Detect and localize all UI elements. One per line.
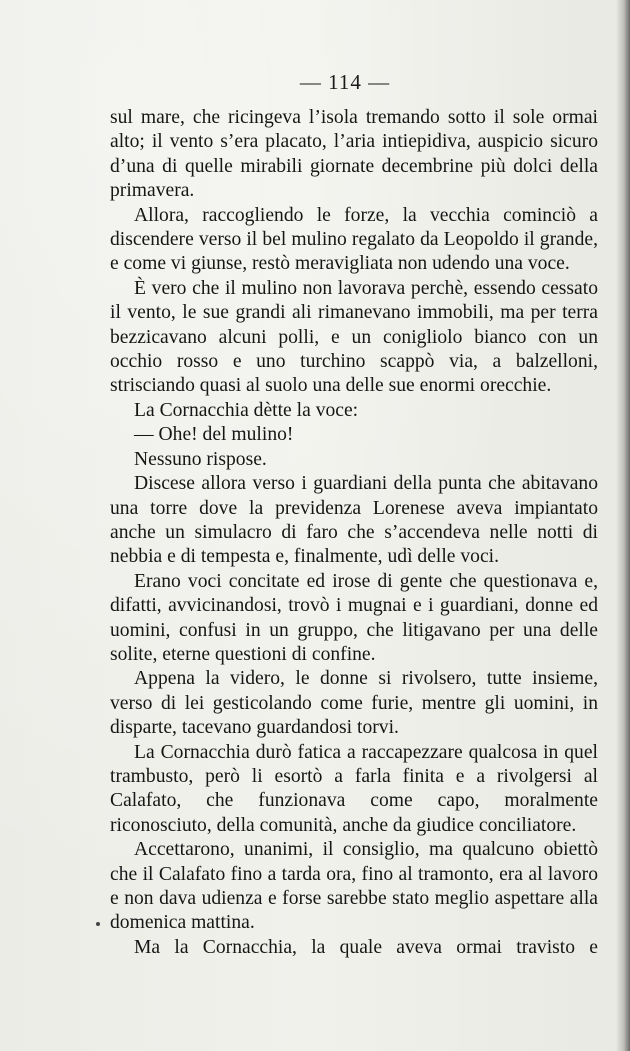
paragraph-8: Erano voci concitate ed irose di gente che questionava e, difatti, avvicinandosi, trovò i mugnai e i guardiani, donne ed uomini, confusi in un gruppo, che litigavano per una delle solite, eterne questioni di confine. [110, 570, 598, 665]
paragraph-10: La Cornacchia durò fatica a raccapezzare qualcosa in quel trambusto, però li esortò a farla finita e a rivolgersi al Calafato, che funzionava come capo, moralmente riconosciuto, della comunità, anche da giudice conciliatore. [110, 741, 598, 836]
paragraph-4: La Cornacchia dètte la voce: [134, 399, 359, 421]
page-edge-shadow [616, 0, 630, 1051]
ink-speck [96, 922, 100, 926]
paragraph-3: È vero che il mulino non lavorava perchè, essendo cessato il vento, le sue grandi ali rimanevano immobili, ma per terra bezzicavano alcuni polli, e un conigliolo bianco con un occhio rosso e uno turchino scappò via, a balzelloni, strisciando quasi al suolo una delle sue enormi orecchie. [110, 277, 598, 397]
page-number: — 114 — [299, 70, 391, 94]
paragraph-5: — Ohe! del mulino! [134, 424, 294, 446]
paragraph-2: Allora, raccogliendo le forze, la vecchia cominciò a discendere verso il bel mulino regalato da Leopoldo il grande, e come vi giunse, restò meravigliata non udendo una voce. [110, 204, 598, 275]
paragraph-12: Ma la Cornacchia, la quale aveva ormai travisto e [134, 936, 598, 958]
paragraph-1: sul mare, che ricingeva l’isola tremando sotto il sole ormai alto; il vento s’era placato, l’aria intiepidiva, auspicio sicuro d’una di quelle mirabili giornate decembrine più dolci della primavera. [110, 107, 598, 202]
body-text [110, 106, 598, 960]
paragraph-9: Appena la videro, le donne si rivolsero, tutte insieme, verso di lei gesticolando come furie, mentre gli uomini, in disparte, tacevano guardandosi torvi. [110, 668, 598, 739]
paragraph-11: Accettarono, unanimi, il consiglio, ma qualcuno obiettò che il Calafato fino a tarda ora, fino al tramonto, era al lavoro e non dava udienza e forse sarebbe stato meglio aspettare alla domenica mattina. [110, 839, 598, 934]
paragraph-6: Nessuno rispose. [134, 448, 267, 470]
paragraph-7: Discese allora verso i guardiani della punta che abitavano una torre dove la previdenza Lorenese aveva impiantato anche un simulacro di faro che s’accendeva nelle notti di nebbia e di tempesta e, finalmente, udì delle voci. [110, 473, 598, 568]
